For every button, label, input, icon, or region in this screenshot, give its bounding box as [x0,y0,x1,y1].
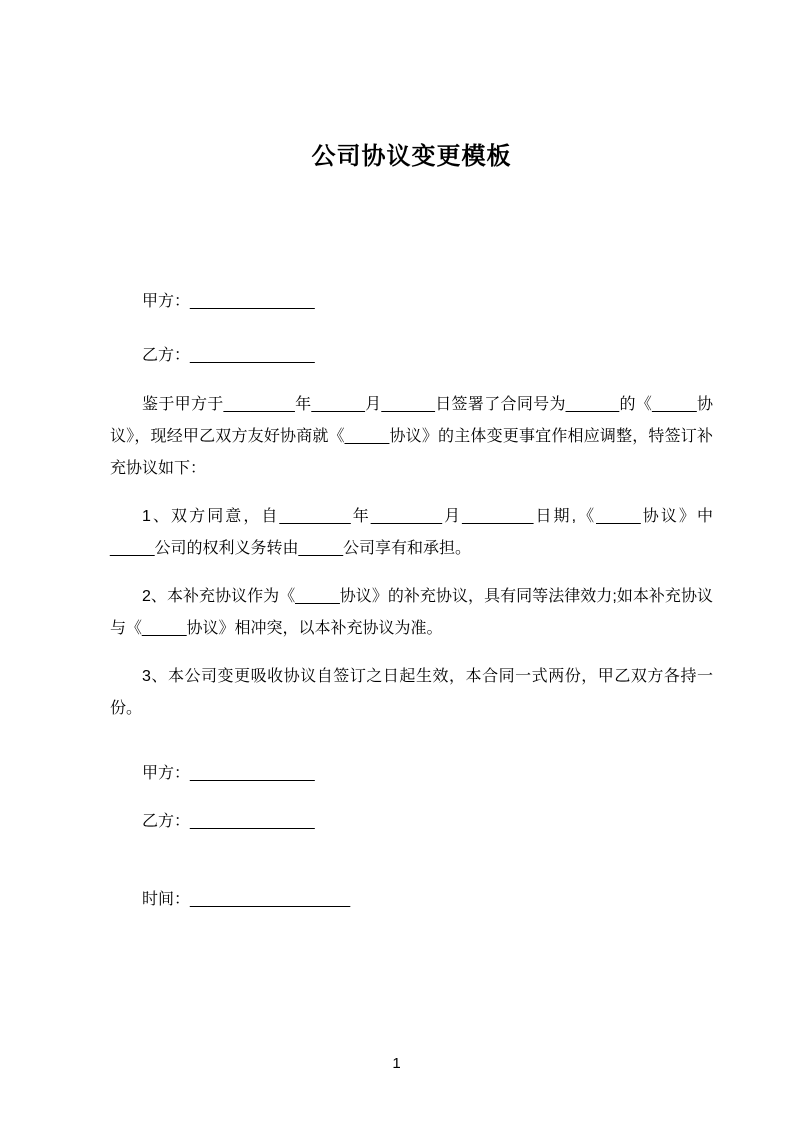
party-a-blank-line-top[interactable]: ______________ [190,293,315,310]
time-label: 时间： [142,891,191,908]
party-b-blank-line-top[interactable]: ______________ [190,347,315,364]
preamble-paragraph: 鉴于甲方于________年______月______日签署了合同号为______的《_____协议》，现经甲乙双方友好协商就《_____协议》的主体变更事宜作相应调整，特签订补充协议如下： [110,396,713,477]
party-a-label-bottom: 甲方： [142,765,191,782]
time-blank-line[interactable]: __________________ [190,891,351,908]
party-a-blank-line-bottom[interactable]: ______________ [190,765,315,782]
party-b-label-top: 乙方： [142,347,191,364]
time-field [110,891,713,909]
document-title: 公司协议变更模板 [311,143,512,170]
party-a-field-bottom [110,765,713,783]
party-b-label-bottom: 乙方： [142,813,191,830]
party-b-field-bottom [110,813,713,831]
party-b-blank-line-bottom[interactable]: ______________ [190,813,315,830]
party-a-field-top [110,293,713,311]
clause-1: 1、双方同意，自________年________月________日期,《_____协议》中_____公司的权利义务转由_____公司享有和承担。 [110,508,713,557]
clause-3: 3、本公司变更吸收协议自签订之日起生效，本合同一式两份，甲乙双方各持一份。 [110,668,713,717]
page-number: 1 [392,1055,401,1072]
party-b-field-top [110,347,713,365]
party-a-label-top: 甲方： [142,293,191,310]
clause-2: 2、本补充协议作为《_____协议》的补充协议，具有同等法律效力;如本补充协议与《_____协议》相冲突，以本补充协议为准。 [110,588,713,637]
